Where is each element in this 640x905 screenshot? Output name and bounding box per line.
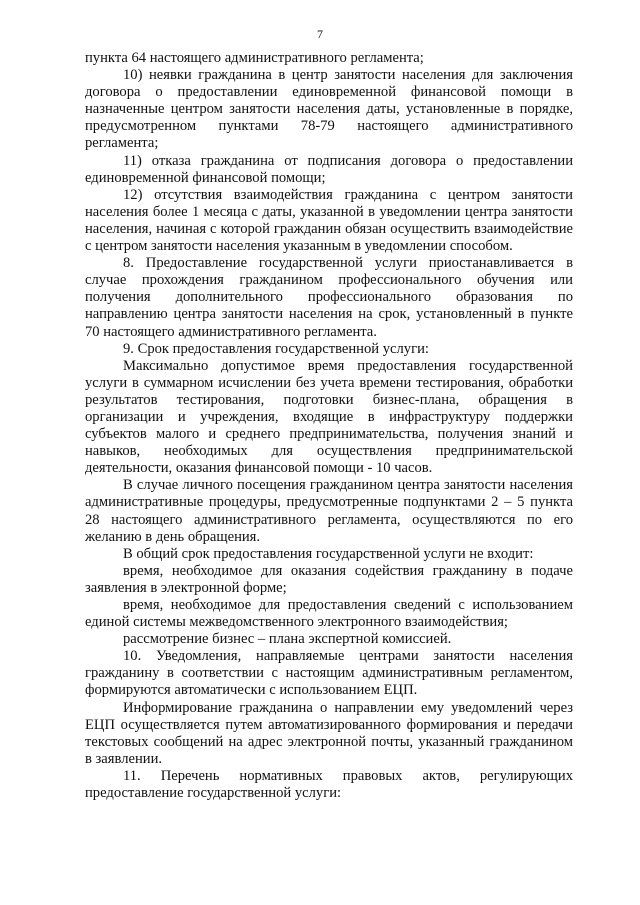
paragraph-time-electronic-form: время, необходимое для оказания содействия гражданину в подаче заявления в электронной форме;: [85, 562, 573, 596]
paragraph-continuation: пункта 64 настоящего административного регламента;: [85, 50, 424, 66]
paragraph-personal-visit: В случае личного посещения гражданином центра занятости населения административные процедуры, предусмотренные подпунктами 2 – 5 пункта 28 настоящего административного регламента, осуществляются по его желанию в день обращения.: [85, 477, 573, 545]
document-body: [85, 50, 573, 802]
paragraph-section-8: 8. Предоставление государственной услуги приостанавливается в случае прохождения гражданином профессионального обучения или получения дополнительного профессионального образования по направлению центра занятости населения на срок, установленный в пункте 70 настоящего административного регламента.: [85, 255, 573, 340]
paragraph-business-plan-review: рассмотрение бизнес – плана экспертной комиссией.: [123, 631, 452, 648]
paragraph-time-interagency: время, необходимое для предоставления сведений с использованием единой системы межведомственного электронного взаимодействия;: [85, 597, 573, 631]
paragraph-item-11: 11) отказа гражданина от подписания договора о предоставлении единовременной финансовой помощи;: [85, 152, 573, 186]
paragraph-item-12: 12) отсутствия взаимодействия гражданина с центром занятости населения более 1 месяца с даты, указанной в уведомлении центра занятости населения, начиная с которой гражданин обязан осуществить взаимодействие с центром занятости населения указанным в уведомлении способом.: [85, 186, 573, 255]
paragraph-notification-info: Информирование гражданина о направлении ему уведомлений через ЕЦП осуществляется путем автоматизированного формирования и передачи текстовых сообщений на адрес электронной почты, указанный гражданином в заявлении.: [85, 699, 573, 767]
paragraph-max-time: Максимально допустимое время предоставления государственной услуги в суммарном исчислении без учета времени тестирования, обработки результатов тестирования, подготовки бизнес-плана, обращения в организации и учреждения, входящие в инфраструктуру поддержки субъектов малого и среднего предпринимательства, получения знаний и навыков, необходимых для осуществления предпринимательской деятельности, оказания финансовой помощи - 10 часов.: [85, 357, 573, 477]
paragraph-section-11: 11. Перечень нормативных правовых актов, регулирующих предоставление государственной услуги:: [85, 767, 573, 802]
page-number: 7: [317, 27, 323, 41]
paragraph-item-10: 10) неявки гражданина в центр занятости населения для заключения договора о предоставлении единовременной финансовой помощи в назначенные центром занятости населения даты, установленные в порядке, предусмотренном пунктами 78-79 настоящего административного регламента;: [85, 67, 573, 152]
paragraph-section-9: 9. Срок предоставления государственной услуги:: [123, 340, 429, 357]
paragraph-not-included: В общий срок предоставления государственной услуги не входит:: [123, 545, 534, 562]
paragraph-section-10: 10. Уведомления, направляемые центрами занятости населения гражданину в соответствии с настоящим административным регламентом, формируются автоматически с использованием ЕЦП.: [85, 648, 573, 699]
